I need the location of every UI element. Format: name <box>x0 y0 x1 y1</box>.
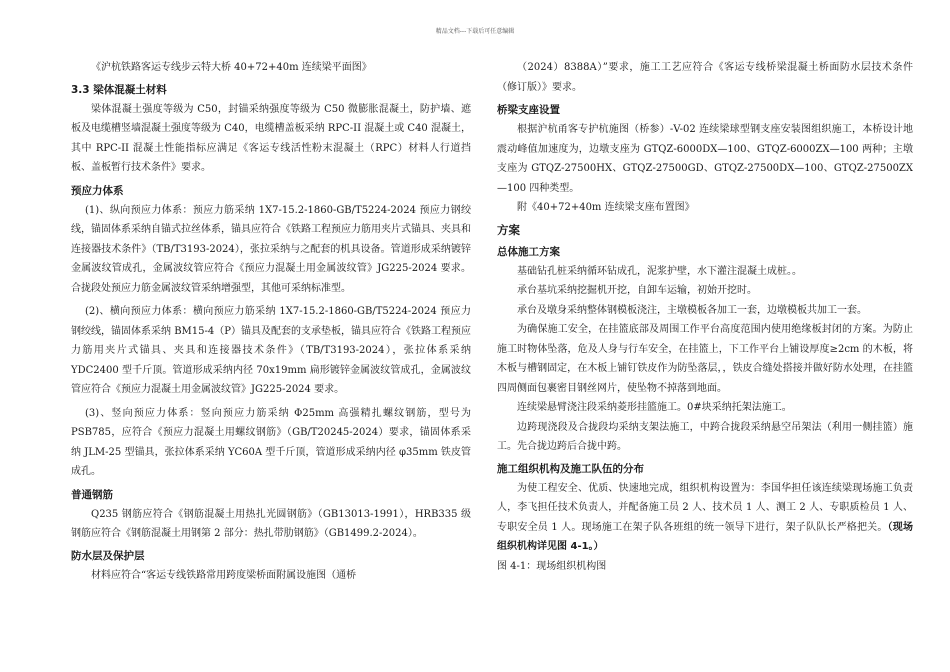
plan-paragraph-piles: 基础钻孔桩采纳循环钻成孔，泥浆护壁，水下灌注混凝土成桩。。 <box>517 265 802 277</box>
section-heading-organization: 施工组织机构及施工队伍的分布 <box>497 462 644 475</box>
prestress-longitudinal-paragraph: (1)、纵向预应力体系：预应力筋采纳 1X7-15.2-1860-GB/T5224-2024 预应力钢绞线，锚固体系采纳自锚式拉丝体系，锚具应符合《铁路工程预应力筋用夹片式锚具、夹具和连接器技术条件》（TB/T3193-2024），张拉采纳与之配套的机具设备。管道形成采纳镀锌金属波纹管成孔，金属波纹管应符合《预应力混凝土用金属波纹管》JG225-2024 要求。合拢段处预应力筋金属波纹管采纳增强型，其他可采纳标准型。 <box>71 204 471 294</box>
right-column <box>497 58 913 576</box>
organization-paragraph <box>497 479 913 557</box>
figure-caption: 图 4-1：现场组织机构图 <box>497 560 607 572</box>
left-column <box>71 58 471 585</box>
section-heading-bearing: 桥梁支座设置 <box>497 104 560 116</box>
plan-paragraph-closure: 边跨现浇段及合拢段均采纳支架法施工，中跨合拢段采纳悬空吊架法（利用一侧挂篮）施工。先合拢边跨后合拢中跨。 <box>497 421 913 452</box>
plan-paragraph-cantilever: 连续梁悬臂浇注段采纳菱形挂篮施工。0#块采纳托架法施工。 <box>517 402 792 413</box>
prestress-transverse-paragraph: (2)、横向预应力体系：横向预应力筋采纳 1X7-15.2-1860-GB/T5224-2024 预应力钢绞线，锚固体系采纳 BM15-4（P）锚具及配套的支承垫板，锚具应符合《铁路工程预应力筋用夹片式锚具、夹具和连接器技术条件》（TB/T3193-2024），张拉体系采纳 YDC2400 型千斤顶。管道形成采纳内径 70x19mm 扁形镀锌金属波纹管成孔，金属波纹管应符合《预应力混凝土用金属波纹管》JG225-2024 要求。 <box>71 306 471 395</box>
section-heading-concrete: 3.3 梁体混凝土材料 <box>71 83 167 96</box>
page-header: 精品文档---下载后可任意编辑 <box>435 28 515 35</box>
section-heading-waterproof: 防水层及保护层 <box>71 549 145 562</box>
section-heading-plan: 方案 <box>497 222 520 237</box>
section-heading-rebar: 普通钢筋 <box>71 488 113 501</box>
plan-paragraph-safety: 为确保施工安全，在挂篮底部及周围工作平台高度范围内使用绝缘板封闭的方案。为防止施工时物体坠落，危及人身与行车安全，在挂篮上，下工作平台上铺设厚度≥2cm 的木板，将木板与槽钢固定，在木板上铺钉铁皮作为防坠落层，，铁皮合缝处搭接并做好防水处理，在挂篮四周侧面包裹密目钢丝网片，使坠物不掉落到地面。 <box>497 324 913 394</box>
rebar-paragraph: Q235 钢筋应符合《钢筋混凝土用热扎光圆钢筋》（GB13013-1991），HRB335 级钢筋应符合《钢筋混凝土用钢第 2 部分：热扎带肋钢筋》（GB1499.2-2024）。 <box>71 508 471 539</box>
bearing-paragraph: 根据沪杭甬客专护杭施图（桥参）-V-02 连续梁球型钢支座安装图组织施工，本桥设计地震动峰值加速度为，边墩支座为 GTQZ-6000DX—100、GTQZ-6000ZX—100 两种；主墩支座为 GTQZ-27500HX、GTQZ-27500GD、GTQZ-27500DX—100、GTQZ-27500ZX—100 四种类型。 <box>497 124 913 194</box>
waterproof-continued-paragraph: （2024）8388A）”要求，施工工艺应符合《客运专线桥梁混凝土桥面防水层技术条件（修订版）》要求。 <box>497 62 913 93</box>
organization-text: 为使工程安全、优质、快速地完成，组织机构设置为：李国华担任该连续梁现场施工负责人，李飞担任技术负责人，并配备施工员 2 人、技术员 1 人、测工 2 人、专职质检员 1 人、专职安全员 1 人。现场施工在架子队各班组的统一领导下进行，架子队队长严格把关。 <box>497 482 913 533</box>
concrete-paragraph: 梁体混凝土强度等级为 C50，封锚采纳强度等级为 C50 微膨胀混凝土，防护墙、遮板及电缆槽竖墙混凝土强度等级为 C40，电缆槽盖板采纳 RPC-II 混凝土或 C40 混凝土，其中 RPC-II 混凝土性能指标应满足《客运专线活性粉末混凝土（RPC）材料人行道挡板、盖板暂行技术条件》要求。 <box>71 103 471 173</box>
plan-paragraph-formwork: 承台及墩身采纳整体钢模板浇注，主墩模板各加工一套，边墩模板共加工一套。 <box>517 304 867 316</box>
bearing-attachment-line: 附《40+72+40m 连续梁支座布置图》 <box>517 202 695 213</box>
waterproof-paragraph: 材料应符合“客运专线铁路常用跨度梁桥面附属设施图（通桥 <box>91 569 357 581</box>
organization-figure-reference: （现场组织机构详见图 4-1。） <box>497 521 913 552</box>
reference-line: 《沪杭铁路客运专线步云特大桥 40+72+40m 连续梁平面图》 <box>91 62 372 73</box>
section-heading-prestress: 预应力体系 <box>71 184 124 197</box>
plan-paragraph-excavation: 承台基坑采纳挖掘机开挖，自卸车运输，初始开挖时。 <box>517 285 757 296</box>
prestress-vertical-paragraph: (3)、竖向预应力体系：竖向预应力筋采纳 Φ25mm 高强精扎螺纹钢筋，型号为 PSB785，应符合《预应力混凝土用螺纹钢筋》（GB/T20245-2024）要求，锚固体系采纳 JLM-25 型锚具，张拉体系采纳 YC60A 型千斤顶，管道形成采纳内径 φ35mm 铁皮管成孔。 <box>71 407 471 477</box>
section-heading-overall-plan: 总体施工方案 <box>497 245 560 258</box>
